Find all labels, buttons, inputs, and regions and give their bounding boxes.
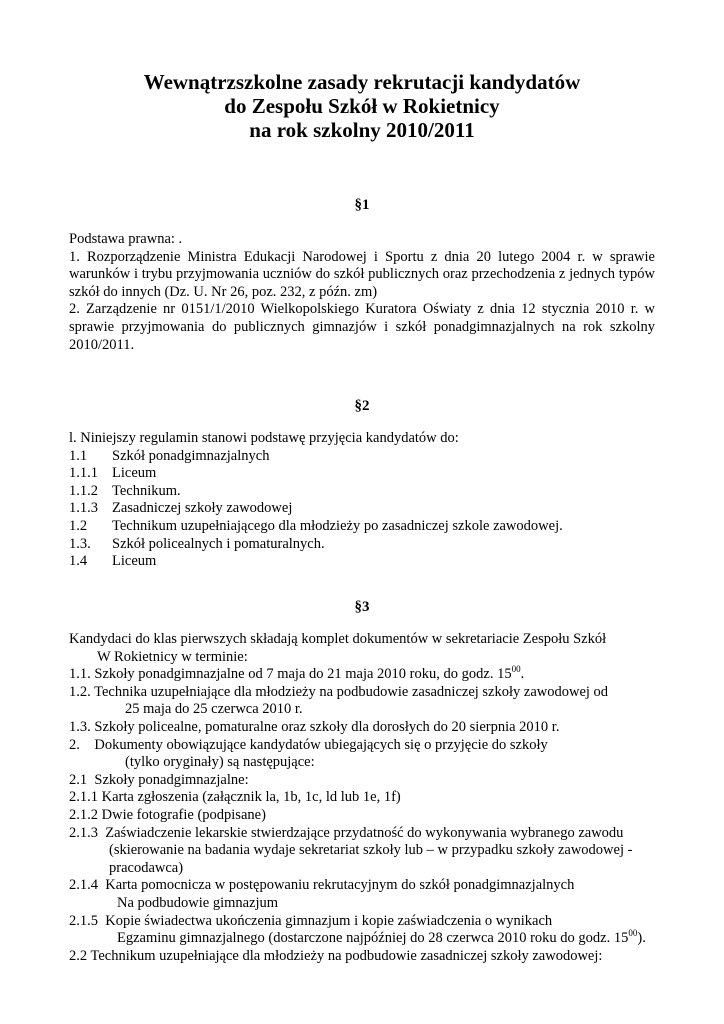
text-line: Egzaminu gimnazjalnego (dostarczone najpóźniej do 28 czerwca 2010 roku do godz. $15^{00}$). — [117, 928, 646, 947]
text-line: 2.2 Technikum uzupełniające dla młodzieży na podbudowie zasadniczej szkoły zawodowej: — [69, 947, 603, 964]
list-item: 1.4 Liceum — [69, 553, 157, 570]
text-line: 2.1.2 Dwie fotografie (podpisane) — [69, 806, 266, 823]
section-1-heading: §1 — [354, 197, 370, 213]
text-line: pracodawca) — [109, 859, 184, 876]
text-line: 25 maja do 25 czerwca 2010 r. — [125, 701, 303, 718]
legal-basis-item-2: 2. Zarządzenie nr 0151/1/2010 Wielkopolskiego Kuratora Oświaty z dnia 12 stycznia 2010 r. w sprawie przyjmowania do publicznych gimnazjów i szkół ponadgimnazjalnych na rok szkolny 2010/2011. — [69, 301, 655, 353]
list-item: 1.1.2 Technikum. — [69, 482, 181, 499]
list-item: 1.1 Szkół ponadgimnazjalnych — [69, 447, 270, 464]
section-3-body — [69, 631, 655, 965]
section-1-body — [69, 231, 655, 354]
text-line: Kandydaci do klas pierwszych składają komplet dokumentów w sekretariacie Zespołu Szkół — [69, 631, 607, 647]
section-2-body — [69, 430, 655, 571]
list-item: 1.2 Technikum uzupełniającego dla młodzieży po zasadniczej szkole zawodowej. — [69, 517, 563, 534]
list-item: 1.3. Szkół policealnych i pomaturalnych. — [69, 535, 325, 552]
section-3-heading: §3 — [354, 599, 370, 615]
section-2-heading: §2 — [354, 398, 370, 414]
title-line-1: Wewnątrzszkolne zasady rekrutacji kandydatów — [143, 70, 581, 94]
text-line: 2. Dokumenty obowiązujące kandydatów ubiegających się o przyjęcie do szkoły — [69, 736, 548, 753]
title-line-2: do Zespołu Szkół w Rokietnicy — [224, 94, 500, 118]
text-line: 1.1. Szkoły ponadgimnazjalne od 7 maja do 21 maja 2010 roku, do godz. $15^{00}$. — [69, 664, 525, 683]
text-line: 1.2. Technika uzupełniające dla młodzieży na podbudowie zasadniczej szkoły zawodowej od — [69, 683, 609, 700]
text-line: 2.1.1 Karta zgłoszenia (załącznik la, 1b, 1c, ld lub 1e, 1f) — [69, 789, 401, 806]
legal-basis-item-1: 1. Rozporządzenie Ministra Edukacji Narodowej i Sportu z dnia 20 lutego 2004 r. w sprawie warunków i trybu przyjmowania uczniów do szkół publicznych oraz przechodzenia z jednych typów szkół do innych (Dz. U. Nr 26, poz. 232, z późn. zm) — [69, 248, 655, 300]
text-line: W Rokietnicy w terminie: — [97, 648, 248, 665]
list-item: 1.1.3 Zasadniczej szkoły zawodowej — [69, 500, 293, 517]
text-line: 2.1.3 Zaświadczenie lekarskie stwierdzające przydatność do wykonywania wybranego zawodu — [69, 824, 624, 841]
regulation-intro: l. Niniejszy regulamin stanowi podstawę przyjęcia kandydatów do: — [69, 430, 459, 446]
text-line: (skierowanie na badania wydaje sekretariat szkoły lub – w przypadku szkoły zawodowej - — [109, 842, 633, 859]
text-line: (tylko oryginały) są następujące: — [125, 754, 315, 771]
document-title — [0, 70, 724, 142]
text-line: Na podbudowie gimnazjum — [117, 894, 279, 911]
legal-basis-intro: Podstawa prawna: . — [69, 231, 183, 247]
title-line-3: na rok szkolny 2010/2011 — [249, 118, 475, 142]
text-line: 2.1.4 Karta pomocnicza w postępowaniu rekrutacyjnym do szkół ponadgimnazjalnych — [69, 877, 575, 894]
list-item: 1.1.1 Liceum — [69, 465, 157, 482]
text-line: 2.1 Szkoły ponadgimnazjalne: — [69, 771, 249, 788]
text-line: 2.1.5 Kopie świadectwa ukończenia gimnazjum i kopie zaświadczenia o wynikach — [69, 912, 553, 929]
text-line: 1.3. Szkoły policealne, pomaturalne oraz szkoły dla dorosłych do 20 sierpnia 2010 r. — [69, 718, 560, 735]
